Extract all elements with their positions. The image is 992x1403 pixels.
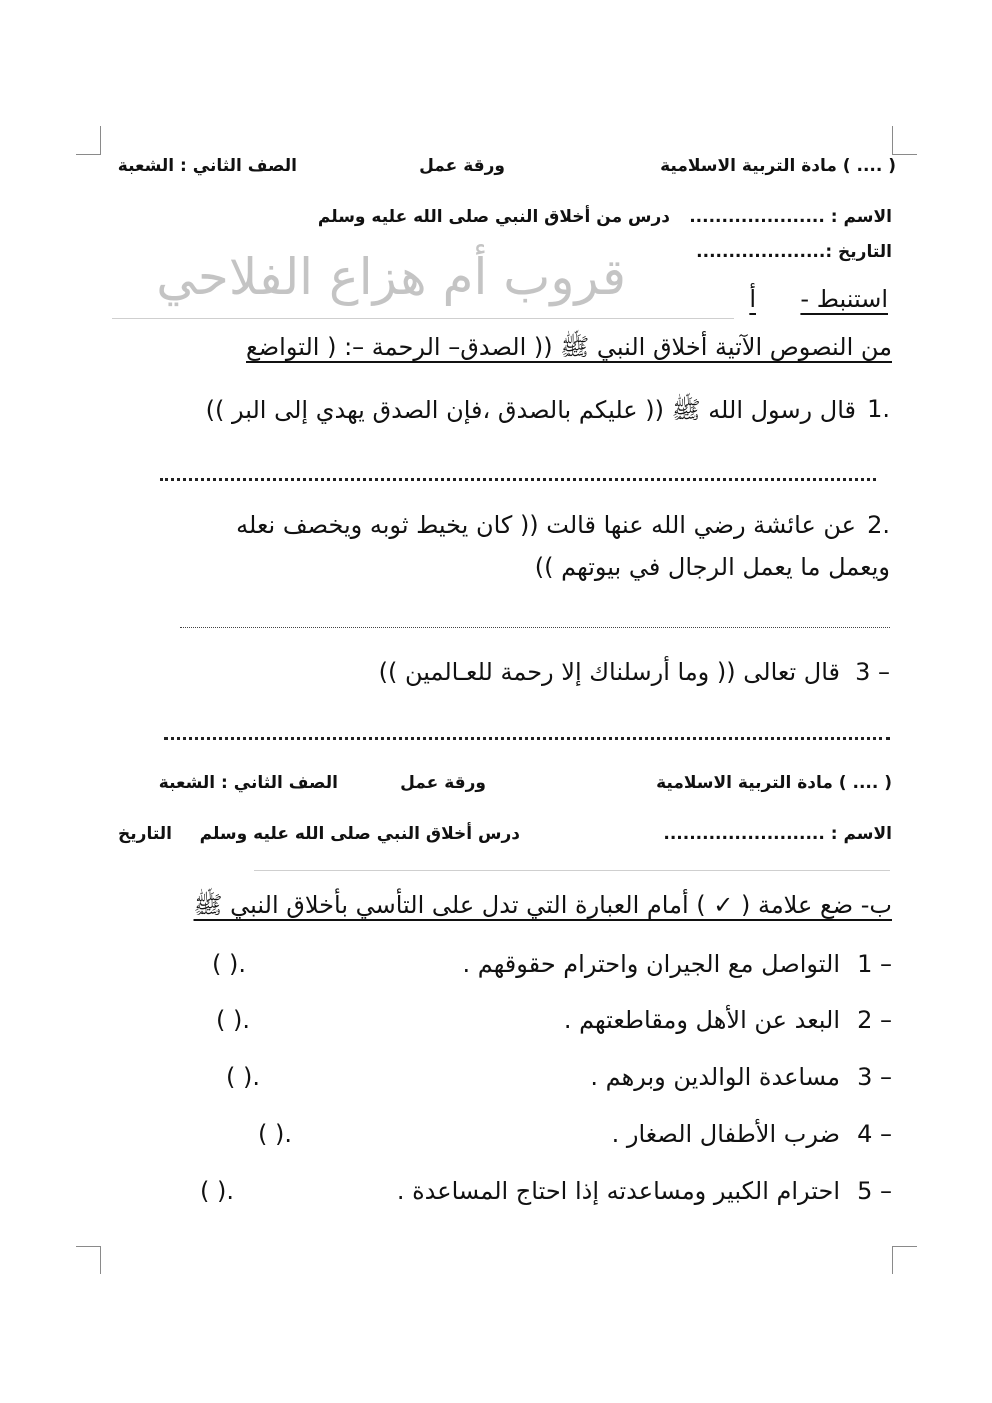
check-item-2-number: 2 – [857, 1006, 892, 1034]
sheet1-subject: ( .... ) مادة التربية الاسلامية [660, 156, 896, 176]
sheet1-lesson-title: درس من أخلاق النبي صلى الله عليه وسلم [317, 207, 670, 227]
item-1-answer-line[interactable] [160, 478, 876, 481]
crop-mark-bottom-left-h [76, 1246, 101, 1247]
sheet1-date-line: التاريخ :.................... [696, 242, 892, 262]
watermark: قروب أم هزاع الفلاحي [156, 248, 626, 306]
check-item-1-answer-box[interactable]: ( ). [212, 950, 246, 978]
sheet1-name-line: الاسم : ..................... [689, 207, 892, 227]
sheet2-subject: ( .... ) مادة التربية الاسلامية [656, 773, 892, 793]
check-item-1-text: التواصل مع الجيران واحترام حقوقهم . [462, 950, 840, 978]
item-3-text: قال تعالى (( وما أرسلناك إلا رحمة للعـالمين )) [378, 658, 840, 686]
check-item-4-text: ضرب الأطفال الصغار . [611, 1120, 840, 1148]
crop-mark-top-right-h [892, 154, 917, 155]
sheet1-divider [112, 318, 734, 319]
crop-mark-top-right-v [892, 126, 893, 154]
section-a-heading-prefix: استنبط - [800, 285, 888, 313]
check-item-2-answer-box[interactable]: ( ). [216, 1006, 250, 1034]
item-2-answer-line[interactable] [180, 627, 890, 628]
sheet1-grade-section: الصف الثاني : الشعبة [117, 156, 297, 176]
check-item-4-answer-box[interactable]: ( ). [258, 1120, 292, 1148]
check-item-3-number: 3 – [857, 1063, 892, 1091]
item-3-answer-line[interactable] [164, 737, 890, 740]
item-1-text: قال رسول الله ﷺ (( عليكم بالصدق ،فإن الصدق يهدي إلى البر )) [205, 396, 856, 424]
crop-mark-top-left-h [76, 154, 101, 155]
check-item-3-answer-box[interactable]: ( ). [226, 1063, 260, 1091]
item-1-number: 1. [867, 395, 890, 423]
check-item-3-text: مساعدة الوالدين وبرهم . [590, 1063, 840, 1091]
check-item-1-number: 1 – [857, 950, 892, 978]
item-2-text-line2: ويعمل ما يعمل الرجال في بيوتهم )) [534, 553, 890, 581]
item-2-number: 2. [867, 511, 890, 539]
check-item-5-text: احترام الكبير ومساعدته إذا احتاج المساعدة . [396, 1177, 840, 1205]
sheet2-date-label: التاريخ [118, 824, 172, 844]
section-a-heading-letter: أ [749, 285, 756, 313]
sheet1-worksheet-title: ورقة عمل [419, 156, 505, 176]
item-2-text-line1: عن عائشة رضي الله عنها قالت (( كان يخيط ثوبه ويخصف نعله [236, 511, 856, 539]
check-item-5-number: 5 – [857, 1177, 892, 1205]
section-b-instruction: ب- ضع علامة ( ✓ ) أمام العبارة التي تدل على التأسي بأخلاق النبي ﷺ [193, 891, 892, 919]
check-item-2-text: البعد عن الأهل ومقاطعتهم . [563, 1006, 840, 1034]
check-item-5-answer-box[interactable]: ( ). [200, 1177, 234, 1205]
sheet2-divider [254, 870, 890, 871]
item-3-number: 3 – [855, 658, 890, 686]
crop-mark-bottom-right-v [892, 1246, 893, 1274]
sheet2-name-line: الاسم : ......................... [663, 824, 892, 844]
crop-mark-top-left-v [100, 126, 101, 154]
sheet2-grade-section: الصف الثاني : الشعبة [158, 773, 338, 793]
crop-mark-bottom-right-h [892, 1246, 917, 1247]
section-a-instruction: من النصوص الآتية أخلاق النبي ﷺ (( الصدق– الرحمة –: ( التواضع [246, 333, 892, 361]
sheet2-worksheet-title: ورقة عمل [400, 773, 486, 793]
check-item-4-number: 4 – [857, 1120, 892, 1148]
sheet2-lesson-title: درس أخلاق النبي صلى الله عليه وسلم [199, 824, 520, 844]
crop-mark-bottom-left-v [100, 1246, 101, 1274]
